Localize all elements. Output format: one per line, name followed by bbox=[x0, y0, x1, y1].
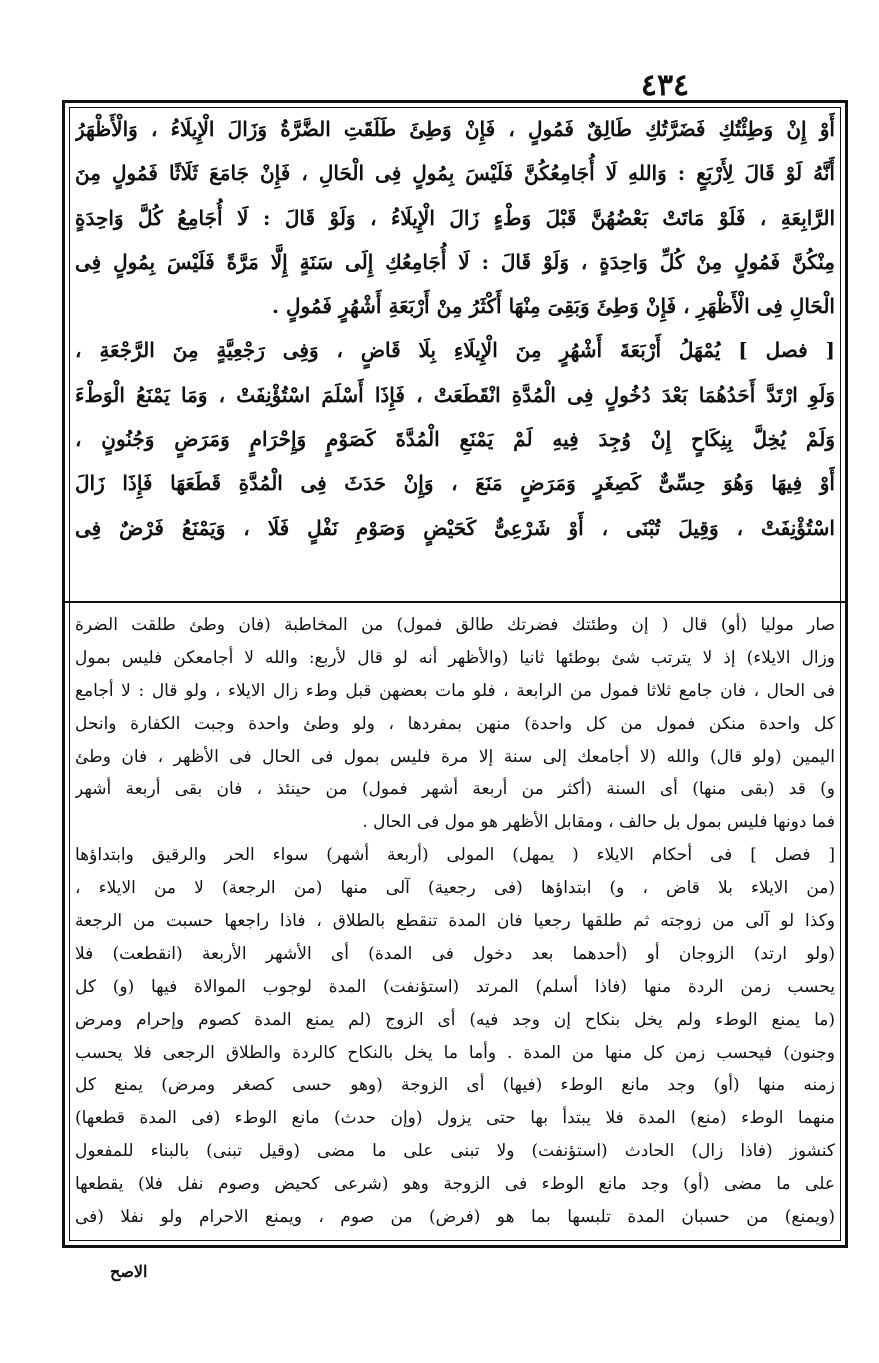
main-text-line: وَلَوِ ارْتَدَّ أَحَدُهُمَا بَعْدَ دُخُولٍ فِى الْمُدَّةِ انْقَطَعَتْ ، فَإِذَا أَسْلَمَ اسْتُؤْنِفَتْ ، وَمَا يَمْنَعُ الْوَطْءَ bbox=[75, 382, 835, 407]
commentary-line: كل واحدة منكن فمول من كل واحدة) منهن بمفردها ، ولو وطئ واحدة وجبت الكفارة وانحل bbox=[75, 713, 835, 734]
commentary-line: (ولو ارتد) الزوجان أو (أحدهما بعد دخول فى المدة) أى الأشهر الأربعة (انقطعت) فلا bbox=[75, 943, 835, 964]
commentary-line: و) قد (بقى منها) أى السنة (أكثر من أربعة أشهر فمول) من حينئذ ، فان بقى أربعة أشهر bbox=[75, 779, 835, 800]
commentary-line: (ويمنع) من حسبان المدة تلبسها بما هو (فرض) من صوم ، ويمنع الاحرام ولو نفلا (فى bbox=[75, 1207, 835, 1228]
commentary-line: (ما يمنع الوطء ولم يخل بنكاح إن وجد فيه) أى الزوج (لم يمنع المدة كصوم وإحرام ومرض bbox=[75, 1009, 835, 1030]
main-text-line: أَنَّهُ لَوْ قَالَ لِأَرْبَعٍ : وَاللهِ لَا أُجَامِعُكُنَّ فَلَيْسَ بِمُولٍ فِى الْحَالِ ، فَإِنْ جَامَعَ ثَلَاثًا فَمُولٍ مِنَ bbox=[75, 161, 835, 186]
main-text-block bbox=[75, 107, 835, 595]
commentary-line: زمنه منها (أو) وجد مانع الوطء (فيها) أى الزوجة (وهو حسى كصغر ومرض) يمنع كل bbox=[75, 1075, 835, 1096]
commentary-line: وجنون) فيحسب زمن كل منها من المدة . وأما ما يخل بالنكاح كالردة والطلاق الرجعى فلا يحسب bbox=[75, 1042, 835, 1063]
commentary-line: يحسب زمن الردة منها (فاذا أسلم) المرتد (استؤنفت) المدة لوجوب الموالاة فيها (و) كل bbox=[75, 976, 835, 997]
main-text-line: أَوْ فِيهَا وَهُوَ حِسِّىٌّ كَصِغَرٍ وَمَرَضٍ مَنَعَ ، وَإِنْ حَدَثَ فِى الْمُدَّةِ قَطَعَهَا فَإِذَا زَالَ bbox=[75, 471, 835, 496]
commentary-line: (من الايلاء بلا قاض ، و) ابتداؤها (فى رجعية) آلى منها (من الرجعة) لا من الايلاء ، bbox=[75, 878, 835, 899]
commentary-line: صار موليا (أو) قال ( إن وطئتك فضرتك طالق فمول) من المخاطبة (فان وطئ طلقت الضرة bbox=[75, 615, 835, 635]
commentary-line: وزال الايلاء) إذ لا يترتب شئ بوطئها ثانيا (والأظهر أنه لو قال لأربع: والله لا أجامعكن فليس بمول bbox=[75, 647, 835, 668]
commentary-line: فى الحال ، فان جامع ثلاثا فمول من الرابعة ، فلو مات بعضهن قبل وطء زال الايلاء ، ولو قال : لا أجامع bbox=[75, 680, 835, 701]
commentary-block bbox=[75, 609, 835, 1241]
commentary-line: وكذا لو آلى من زوجته ثم طلقها رجعيا فان المدة تنقطع بالطلاق ، فاذا راجعها حسبت من الرجعة bbox=[75, 911, 835, 932]
commentary-line: [ فصل ] فى أحكام الايلاء ( يمهل) المولى (أربعة أشهر) سواء الحر والرقيق وابتداؤها bbox=[75, 845, 835, 866]
commentary-line: فما دونها فليس بمول بل حالف ، ومقابل الأظهر هو مول فى الحال . bbox=[362, 812, 835, 833]
commentary-line: كنشوز (فاذا زال) الحادث (استؤنفت) ولا تبنى على ما مضى (وقيل تبنى) بالبناء للمفعول bbox=[75, 1141, 835, 1162]
catchword: الاصح bbox=[110, 1262, 148, 1281]
main-text-line: مِنْكُنَّ فَمُولٍ مِنْ كُلِّ وَاحِدَةٍ ، وَلَوْ قَالَ : لَا أُجَامِعُكِ إِلَى سَنَةٍ إِلَّا مَرَّةً فَلَيْسَ بِمُولٍ فِى bbox=[75, 249, 835, 274]
page-number: ٤٣٤ bbox=[640, 68, 690, 103]
commentary-line: على ما مضى (أو) وجد مانع الوطء فى الزوجة وهو (شرعى كحيض وصوم نفل فلا) يقطعها bbox=[75, 1174, 835, 1195]
commentary-line: منهما الوطء (منع) المدة فلا يبتدأ بها حتى يزول (وإن حدث) مانع الوطء (فى المدة قطعها) bbox=[75, 1108, 835, 1129]
main-text-line: أَوْ إِنْ وَطِئْتُكِ فَضَرَّتُكِ طَالِقٌ فَمُولٍ ، فَإِنْ وَطِئَ طَلَقَتِ الضَّرَّةُ وَزَالَ الْإِيلَاءُ ، وَالْأَظْهَرُ bbox=[75, 117, 835, 141]
page-frame bbox=[62, 100, 848, 1248]
main-text-line: وَلَمْ يُخِلَّ بِنِكَاحٍ إِنْ وُجِدَ فِيهِ لَمْ يَمْنَعِ الْمُدَّةَ كَصَوْمٍ وَإِحْرَامٍ وَمَرَضٍ وَجُنُونٍ ، bbox=[75, 427, 835, 452]
main-text-line: الرَّابِعَةِ ، فَلَوْ مَاتَتْ بَعْضُهُنَّ قَبْلَ وَطْءٍ زَالَ الْإِيلَاءُ ، وَلَوْ قَالَ : لَا أُجَامِعُ كُلَّ وَاحِدَةٍ bbox=[75, 205, 835, 230]
main-text-line: الْحَالِ فِى الْأَظْهَرِ ، فَإِنْ وَطِئَ وَبَقِىَ مِنْهَا أَكْثَرُ مِنْ أَرْبَعَةِ أَشْهُرٍ فَمُولٍ . bbox=[272, 294, 835, 319]
section-divider bbox=[65, 601, 845, 603]
main-text-line: اسْتُؤْنِفَتْ ، وَقِيلَ تُبْنَى ، أَوْ شَرْعِىٌّ كَحَيْضٍ وَصَوْمِ نَفْلٍ فَلَا ، وَيَمْنَعُ فَرْضٌ فِى bbox=[75, 515, 835, 540]
commentary-line: اليمين (ولو قال) والله (لا أجامعك إلى سنة إلا مرة فليس بمول فى الحال فى الأظهر ، فان وطئ bbox=[75, 746, 835, 767]
main-text-line: [ فصل ] يُمْهَلُ أَرْبَعَةَ أَشْهُرٍ مِنَ الْإِيلَاءِ بِلَا قَاضٍ ، وَفِى رَجْعِيَّةٍ مِنَ الرَّجْعَةِ ، bbox=[75, 338, 835, 363]
